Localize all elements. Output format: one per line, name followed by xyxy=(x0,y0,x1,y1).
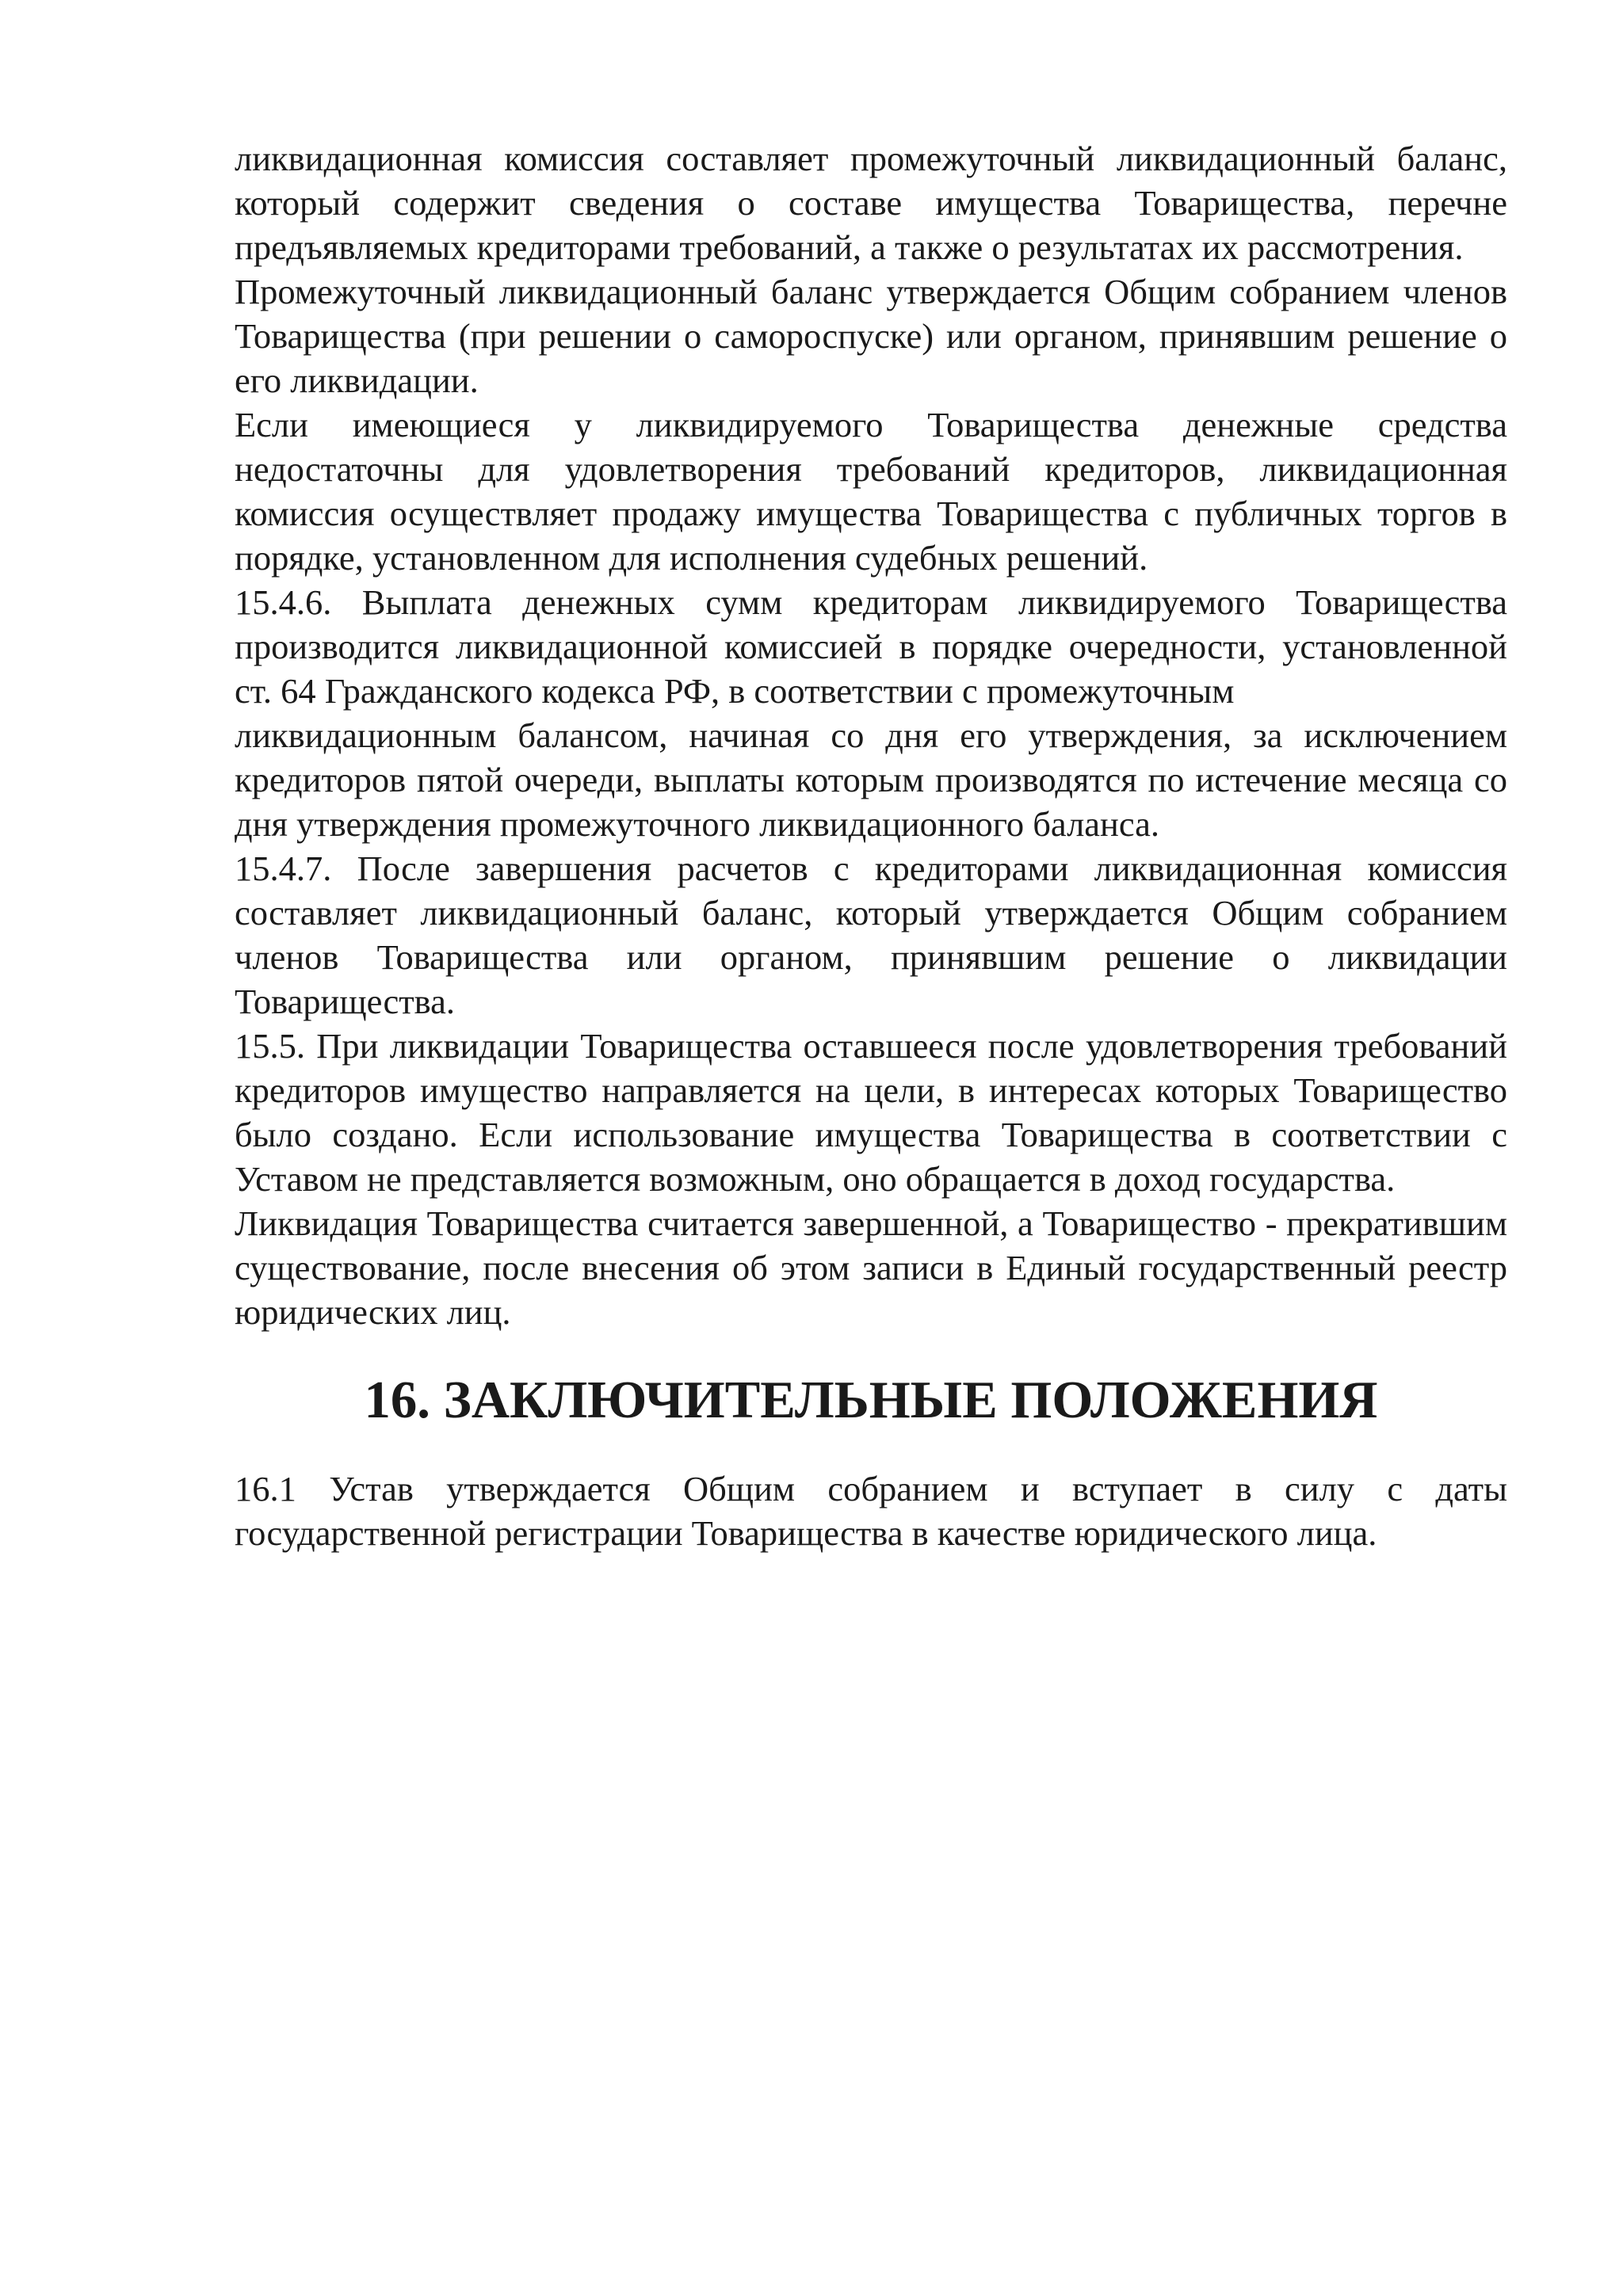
paragraph-property-sale: Если имеющиеся у ликвидируемого Товарищества денежные средства недостаточны для удовлетворения требований кредиторов, ликвидационная комиссия осуществляет продажу имущества Товарищества с публичных торгов в порядке, установленном для исполнения судебных решений. xyxy=(235,405,1507,578)
paragraph-interim-balance-approval: Промежуточный ликвидационный баланс утверждается Общим собранием членов Товарищества (при решении о самороспуске) или органом, принявшим решение о его ликвидации. xyxy=(235,272,1507,400)
paragraph-15-4-6-continued: ликвидационным балансом, начиная со дня его утверждения, за исключением кредиторов пятой очереди, выплаты которым производятся по истечение месяца со дня утверждения промежуточного ликвидационного баланса. xyxy=(235,715,1507,844)
document-body xyxy=(235,136,1507,1555)
paragraph-15-5: 15.5. При ликвидации Товарищества оставшееся после удовлетворения требований кредиторов имущество направляется на цели, в интересах которых Товарищество было создано. Если использование имущества Товарищества в соответствии с Уставом не представляется возможным, оно обращается в доход государства. xyxy=(235,1026,1507,1199)
paragraph-16-1: 16.1 Устав утверждается Общим собранием и вступает в силу с даты государственной регистрации Товарищества в качестве юридического лица. xyxy=(235,1469,1507,1553)
paragraph-15-4-6: 15.4.6. Выплата денежных сумм кредиторам ликвидируемого Товарищества производится ликвидационной комиссией в порядке очередности, установленной ст. 64 Гражданского кодекса РФ, в соответствии с промежуточным xyxy=(235,582,1507,711)
section-heading: 16. ЗАКЛЮЧИТЕЛЬНЫЕ ПОЛОЖЕНИЯ xyxy=(364,1371,1378,1429)
paragraph-15-4-7: 15.4.7. После завершения расчетов с кредиторами ликвидационная комиссия составляет ликвидационный баланс, который утверждается Общим собранием членов Товарищества или органом, принявшим решение о ликвидации Товарищества. xyxy=(235,849,1507,1021)
paragraph-liquidation-completion: Ликвидация Товарищества считается завершенной, а Товарищество - прекратившим существование, после внесения об этом записи в Единый государственный реестр юридических лиц. xyxy=(235,1203,1507,1332)
paragraph-interim-balance-contents: ликвидационная комиссия составляет промежуточный ликвидационный баланс, который содержит сведения о составе имущества Товарищества, перечне предъявляемых кредиторами требований, а также о результатах их рассмотрения. xyxy=(235,139,1507,267)
